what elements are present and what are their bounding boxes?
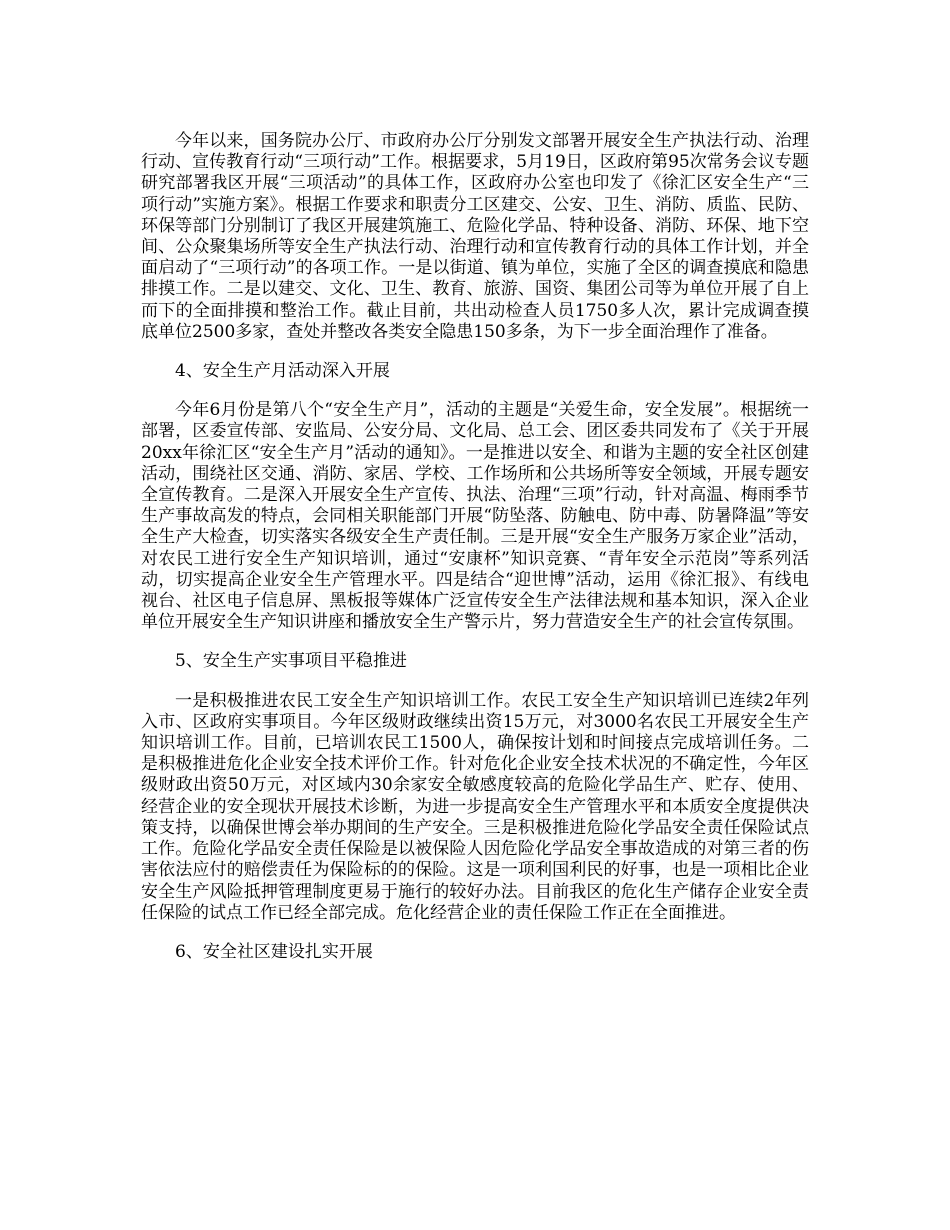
paragraph-safety-month: 今年6月份是第八个“安全生产月”，活动的主题是“关爱生命，安全发展”。根据统一部署，区委宣传部、安监局、公安分局、文化局、总工会、团区委共同发布了《关于开展20xx年徐汇区“安全生产月”活动的通知》。一是推进以安全、和谐为主题的安全社区创建活动，围绕社区交通、消防、家居、学校、工作场所和公共场所等安全领域，开展专题安全宣传教育。二是深入开展安全生产宣传、执法、治理“三项”行动，针对高温、梅雨季节生产事故高发的特点，会同相关职能部门开展“防坠落、防触电、防中毒、防暑降温”等安全生产大检查，切实落实各级安全生产责任制。三是开展“安全生产服务万家企业”活动，对农民工进行安全生产知识培训，通过“安康杯”知识竞赛、“青年安全示范岗”等系列活动，切实提高企业安全生产管理水平。四是结合“迎世博”活动，运用《徐汇报》、有线电视台、社区电子信息屏、黑板报等媒体广泛宣传安全生产法律法规和基本知识，深入企业单位开展安全生产知识讲座和播放安全生产警示片，努力营造安全生产的社会宣传氛围。 — [141, 400, 809, 633]
section-heading-safety-month: 4、安全生产月活动深入开展 — [175, 361, 390, 382]
paragraph-three-actions: 今年以来，国务院办公厅、市政府办公厅分别发文部署开展安全生产执法行动、治理行动、宣传教育行动“三项行动”工作。根据要求，5月19日，区政府第95次常务会议专题研究部署我区开展“三项活动”的具体工作，区政府办公室也印发了《徐汇区安全生产“三项行动”实施方案》。根据工作要求和职责分工区建交、公安、卫生、消防、质监、民防、环保等部门分别制订了我区开展建筑施工、危险化学品、特种设备、消防、环保、地下空间、公众聚集场所等安全生产执法行动、治理行动和宣传教育行动的具体工作计划，并全面启动了“三项行动”的各项工作。一是以街道、镇为单位，实施了全区的调查摸底和隐患排摸工作。二是以建交、文化、卫生、教育、旅游、国资、集团公司等为单位开展了自上而下的全面排摸和整治工作。截止目前，共出动检查人员1750多人次，累计完成调查摸底单位2500多家，查处并整改各类安全隐患150多条，为下一步全面治理作了准备。 — [141, 131, 809, 342]
document-body — [141, 131, 809, 963]
paragraph-practical-projects: 一是积极推进农民工安全生产知识培训工作。农民工安全生产知识培训已连续2年列入市、区政府实事项目。今年区级财政继续出资15万元，对3000名农民工开展安全生产知识培训工作。目前，已培训农民工1500人，确保按计划和时间接点完成培训任务。二是积极推进危化企业安全技术评价工作。针对危化企业安全技术状况的不确定性，今年区级财政出资50万元，对区域内30余家安全敏感度较高的危险化学品生产、贮存、使用、经营企业的安全现状开展技术诊断，为进一步提高安全生产管理水平和本质安全度提供决策支持，以确保世博会举办期间的生产安全。三是积极推进危险化学品安全责任保险试点工作。危险化学品安全责任保险是以被保险人因危险化学品安全事故造成的对第三者的伤害依法应付的赔偿责任为保险标的的保险。这是一项利国利民的好事，也是一项相比企业安全生产风险抵押管理制度更易于施行的较好办法。目前我区的危化生产储存企业安全责任保险的试点工作已经全部完成。危化经营企业的责任保险工作正在全面推进。 — [141, 690, 809, 923]
section-heading-safe-community: 6、安全社区建设扎实开展 — [175, 941, 373, 962]
section-heading-practical-projects: 5、安全生产实事项目平稳推进 — [175, 651, 407, 672]
